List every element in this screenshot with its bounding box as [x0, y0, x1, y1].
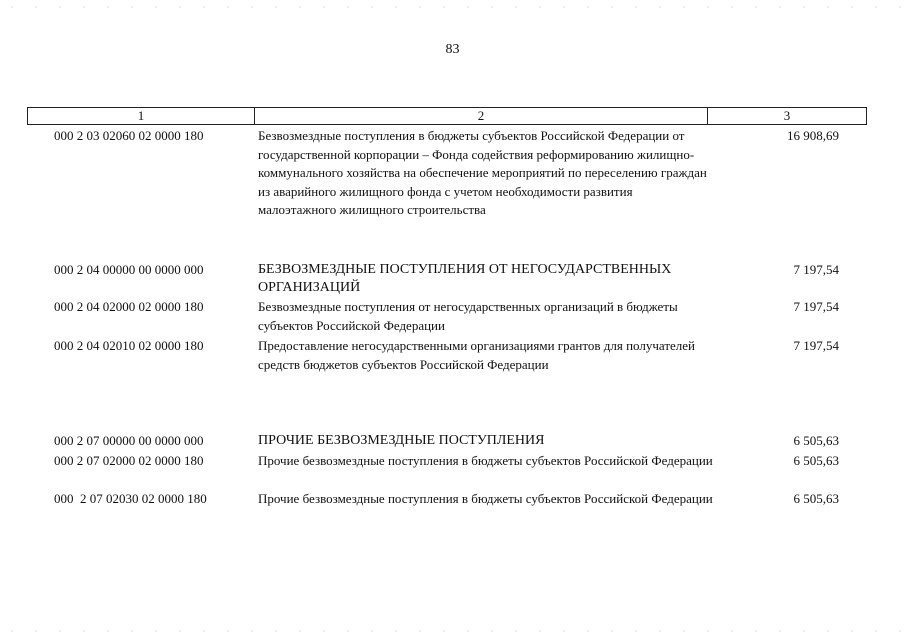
bottom-scan-dots	[0, 630, 905, 632]
row-description: БЕЗВОЗМЕЗДНЫЕ ПОСТУПЛЕНИЯ ОТ НЕГОСУДАРСТВЕННЫХ ОРГАНИЗАЦИЙ	[258, 262, 672, 295]
row-code: 000 2 04 02010 02 0000 180	[54, 338, 204, 353]
row-description: Прочие безвозмездные поступления в бюджеты субъектов Российской Федерации	[258, 453, 713, 468]
table-header	[27, 107, 867, 125]
row-description: Безвозмездные поступления от негосударственных организаций в бюджеты субъектов Российской Федерации	[258, 299, 678, 333]
row-amount: 6 505,63	[793, 453, 839, 468]
row-description: Безвозмездные поступления в бюджеты субъектов Российской Федерации от государственной корпорации – Фонда содействия реформированию жилищно-коммунального хозяйства на обеспечение мероприятий по переселению граждан из аварийного жилищного фонда с учетом необходимости развития малоэтажного жилищного строительства	[258, 128, 707, 217]
row-description: Предоставление негосударственными организациями грантов для получателей средств бюджетов субъектов Российской Федерации	[258, 338, 695, 372]
row-code: 000 2 07 02000 02 0000 180	[54, 453, 204, 468]
row-code: 000 2 03 02060 02 0000 180	[54, 128, 204, 143]
column-header-1: 1	[28, 108, 255, 124]
row-amount: 7 197,54	[793, 262, 839, 277]
page-number: 83	[445, 42, 460, 57]
column-header-3: 3	[783, 108, 791, 123]
row-code: 000 2 04 02000 02 0000 180	[54, 299, 204, 314]
row-code: 000 2 07 02030 02 0000 180	[54, 491, 207, 506]
row-amount: 6 505,63	[793, 433, 839, 448]
row-amount: 16 908,69	[787, 128, 839, 143]
row-code: 000 2 07 00000 00 0000 000	[54, 433, 204, 448]
top-scan-dots	[0, 6, 905, 8]
row-description: Прочие безвозмездные поступления в бюджеты субъектов Российской Федерации	[258, 491, 713, 506]
row-amount: 6 505,63	[793, 491, 839, 506]
row-amount: 7 197,54	[793, 338, 839, 353]
column-header-2: 2	[255, 108, 708, 124]
row-amount: 7 197,54	[793, 299, 839, 314]
row-description: ПРОЧИЕ БЕЗВОЗМЕЗДНЫЕ ПОСТУПЛЕНИЯ	[258, 433, 545, 448]
row-code: 000 2 04 00000 00 0000 000	[54, 262, 204, 277]
